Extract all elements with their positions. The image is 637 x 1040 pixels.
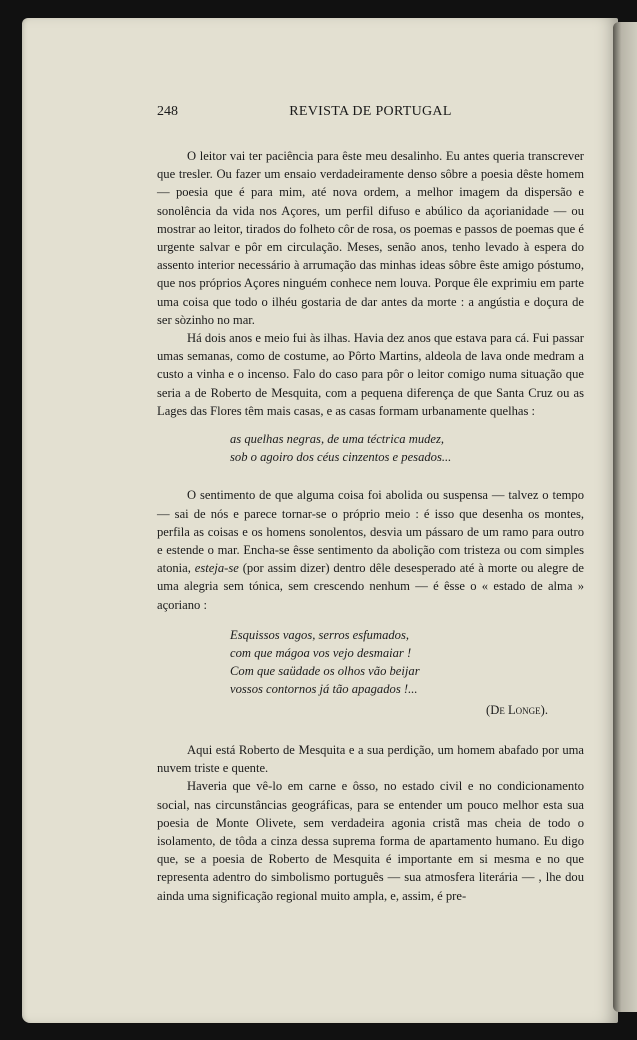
next-page-edge bbox=[613, 22, 637, 1012]
verse-line: vossos contornos já tão apagados !... bbox=[230, 682, 418, 697]
verse-line: as quelhas negras, de uma téctrica mudez, bbox=[230, 432, 445, 447]
verse-quote-2 bbox=[157, 626, 584, 699]
paragraph-3-text-end: (por assim dizer) dentro dêle desesperado até à morte ou alegre de uma alegria sem tónica, sem crescendo nenhum — é êsse o « estado de alma » açoriano : bbox=[157, 561, 584, 612]
running-title: REVISTA DE PORTUGAL bbox=[289, 104, 452, 119]
verse-attribution: (De Longe). bbox=[486, 702, 548, 717]
paragraph-3-italic: esteja-se bbox=[194, 561, 239, 576]
paragraph-2: Há dois anos e meio fui às ilhas. Havia dez anos que estava para cá. Fui passar umas semanas, como de costume, ao Pôrto Martins, aldeola de lava onde medram a custo a vinha e o incenso. Falo do caso para pôr o leitor comigo numa situação que seria a de Roberto de Mesquita, com a pequena diferença de que Santa Cruz ou as Lages das Flores têm mais casas, e as casas formam urbanamente quelhas : bbox=[157, 331, 584, 418]
page-number: 248 bbox=[157, 104, 178, 119]
verse-line: com que mágoa vos vejo desmaiar ! bbox=[230, 646, 412, 661]
verse-quote-1 bbox=[157, 430, 584, 466]
paragraph-5: Haveria que vê-lo em carne e ôsso, no estado civil e no condicionamento social, nas circunstâncias geográficas, para se entender um pouco melhor esta sua poesia de Monte Olivete, sem verdadeira agonia cristã mas cheia de todo o isolamento, de tôda a cinza dessa suprema forma de apartamento humano. Eu digo que, se a poesia de Roberto de Mesquita é importante em si mesma e no que representa adentro do simbolismo português — sua atmosfera literária — , lhe dou ainda uma significação regional muito ampla, e, assim, é pre- bbox=[157, 779, 584, 903]
verse-line: Esquissos vagos, serros esfumados, bbox=[230, 627, 410, 642]
page-header bbox=[157, 104, 584, 124]
verse-line: Com que saüdade os olhos vão beijar bbox=[230, 664, 420, 679]
article-body bbox=[157, 147, 584, 905]
paragraph-4: Aqui está Roberto de Mesquita e a sua perdição, um homem abafado por uma nuvem triste e quente. bbox=[157, 742, 584, 776]
paragraph-3-text: O sentimento de que alguma coisa foi abolida ou suspensa — talvez o tempo — sai de nós e parece tornar-se o próprio meio : é isso que desenha os montes, perfila as coisas e os homens sonolentos, desvia um pássaro de um ramo para outro e estende o mar. Encha-se êsse sentimento da abolição com tristeza ou com simples atonia, bbox=[157, 488, 584, 576]
verse-line: sob o agoiro dos céus cinzentos e pesados... bbox=[230, 450, 452, 465]
paragraph-1: O leitor vai ter paciência para êste meu desalinho. Eu antes queria transcrever que tresler. Ou fazer um ensaio verdadeiramente denso sôbre a poesia dêste homem — poesia que é para mim, até nova ordem, a melhor imagem da dispersão e sonolência da vida nos Açores, um perfil difuso e abúlico da açorianidade — ou mostrar ao leitor, tirados do folheto côr de rosa, os poemas e passos de poemas que é urgente salvar e pôr em circulação. Meses, senão anos, tenho levado à espera do assento interior necessário à arrumação das minhas ideas sôbre êste amigo póstumo, que nos próprios Açores ninguém conhece nem louva. Porque êle exprimiu em parte uma coisa que todo o ilhéu gostaria de dar antes da morte : a angústia e doçura de ser sòzinho no mar. bbox=[157, 149, 584, 327]
paragraph-3 bbox=[157, 486, 584, 613]
